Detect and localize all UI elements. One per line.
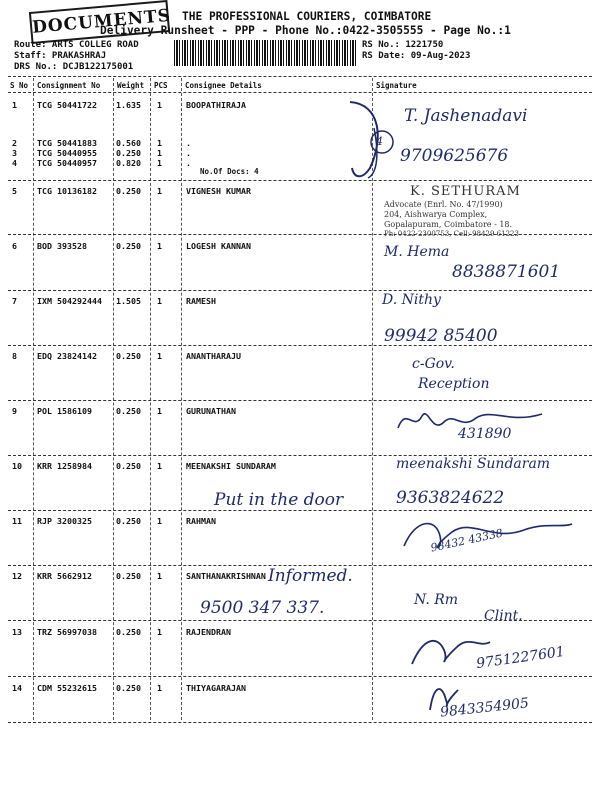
- no-of-docs: No.Of Docs: 4: [200, 167, 259, 176]
- col-signature: Signature: [376, 81, 417, 90]
- row-pcs: 1: [157, 571, 162, 581]
- row-weight: 0.250: [116, 571, 141, 581]
- row-consignee: RAMESH: [186, 296, 216, 306]
- row-divider: [8, 290, 592, 291]
- row-sno: 7: [12, 296, 17, 306]
- documents-stamp: DOCUMENTS: [29, 0, 170, 44]
- handwritten-note: Reception: [418, 376, 490, 392]
- row-consignment: EDQ 23824142: [37, 351, 97, 361]
- stamp-line: Gopalapuram, Coimbatore - 18.: [384, 220, 513, 229]
- row-weight: 0.820: [116, 158, 141, 168]
- row-consignment: IXM 504292444: [37, 296, 102, 306]
- row-pcs: 1: [157, 461, 162, 471]
- row-consignment: KRR 5662912: [37, 571, 92, 581]
- column-rule: [150, 78, 151, 720]
- runsheet-title: Delivery Runsheet - PPP - Phone No.:0422-3505555 - Page No.:1: [100, 24, 511, 37]
- col-weight: Weight: [117, 81, 145, 90]
- row-pcs: 1: [157, 627, 162, 637]
- row-pcs: 1: [157, 516, 162, 526]
- row-sno: 9: [12, 406, 17, 416]
- rs-date: RS Date: 09-Aug-2023: [362, 51, 471, 61]
- row-consignee: VIGNESH KUMAR: [186, 186, 251, 196]
- row-pcs: 1: [157, 186, 162, 196]
- handwritten-phone: 99942 85400: [384, 326, 498, 346]
- handwritten-phone: 9751227601: [475, 643, 566, 673]
- handwritten-name: T. Jashenadavi: [404, 106, 528, 126]
- row-divider: [8, 510, 592, 511]
- row-sno: 6: [12, 241, 17, 251]
- handwritten-phone: 9843354905: [439, 695, 530, 721]
- company-title: THE PROFESSIONAL COURIERS, COIMBATORE: [182, 10, 432, 23]
- row-sno: 13: [12, 627, 22, 637]
- row-weight: 0.250: [116, 516, 141, 526]
- handwritten-phone: 8838871601: [452, 262, 561, 282]
- row-weight: 0.250: [116, 351, 141, 361]
- col-sno: S No: [10, 81, 29, 90]
- row-pcs: 1: [157, 406, 162, 416]
- row-weight: 0.250: [116, 627, 141, 637]
- col-pcs: PCS: [154, 81, 168, 90]
- rs-number: RS No.: 1221750: [362, 40, 444, 50]
- column-rule: [33, 78, 34, 720]
- row-weight: 0.250: [116, 406, 141, 416]
- row-consignment: BOD 393528: [37, 241, 87, 251]
- row-pcs: 1: [157, 241, 162, 251]
- stamp-line: Ph: 0422-2300753, Cell: 98429 61223: [384, 230, 519, 238]
- row-consignment: KRR 1258984: [37, 461, 92, 471]
- row-pcs: 1: [157, 148, 162, 158]
- stamp-line: Advocate (Enrl. No. 47/1990): [384, 200, 503, 209]
- row-consignment: CDM 55232615: [37, 683, 97, 693]
- row-weight: 0.250: [116, 186, 141, 196]
- route-label: Route: ARTS COLLEG ROAD: [14, 40, 139, 50]
- col-consignment: Consignment No: [37, 81, 101, 90]
- row-divider: [8, 345, 592, 346]
- row-consignee: RAHMAN: [186, 516, 216, 526]
- row-weight: 1.505: [116, 296, 141, 306]
- handwritten-circled-number: 4: [376, 135, 383, 148]
- row-consignee: .: [186, 158, 191, 168]
- row-weight: 0.250: [116, 148, 141, 158]
- row-pcs: 1: [157, 351, 162, 361]
- row-consignment: TRZ 56997038: [37, 627, 97, 637]
- row-consignee: ANANTHARAJU: [186, 351, 241, 361]
- row-weight: 0.250: [116, 241, 141, 251]
- row-consignee: GURUNATHAN: [186, 406, 236, 416]
- handwritten-name: M. Hema: [384, 244, 450, 260]
- row-consignee: RAJENDRAN: [186, 627, 231, 637]
- stamp-line: 204, Aishwarya Complex,: [384, 210, 488, 219]
- col-consignee: Consignee Details: [185, 81, 262, 90]
- handwritten-phone: 431890: [458, 426, 512, 442]
- row-consignment: POL 1586109: [37, 406, 92, 416]
- row-consignment: RJP 3200325: [37, 516, 92, 526]
- staff-label: Staff: PRAKASHRAJ: [14, 51, 107, 61]
- column-rule: [113, 78, 114, 720]
- row-consignee: .: [186, 148, 191, 158]
- handwritten-note: Put in the door: [214, 490, 344, 510]
- barcode: [174, 40, 356, 66]
- handwritten-note: Informed.: [268, 566, 353, 586]
- row-pcs: 1: [157, 100, 162, 110]
- row-pcs: 1: [157, 138, 162, 148]
- row-consignee: THIYAGARAJAN: [186, 683, 246, 693]
- stamp-name: K. SETHURAM: [410, 184, 521, 199]
- header-divider-bottom: [8, 92, 592, 93]
- row-weight: 0.250: [116, 461, 141, 471]
- row-consignment: TCG 10136182: [37, 186, 97, 196]
- advocate-address-stamp: [378, 180, 576, 242]
- row-divider: [8, 400, 592, 401]
- row-divider: [8, 676, 592, 677]
- row-weight: 0.250: [116, 683, 141, 693]
- drs-label: DRS No.: DCJB122175001: [14, 62, 134, 72]
- row-weight: 1.635: [116, 100, 141, 110]
- row-pcs: 1: [157, 683, 162, 693]
- row-sno: 5: [12, 186, 17, 196]
- row-sno: 14: [12, 683, 22, 693]
- row-weight: 0.560: [116, 138, 141, 148]
- row-sno: 4: [12, 158, 17, 168]
- handwritten-phone: 9500 347 337.: [200, 598, 325, 618]
- row-sno: 2: [12, 138, 17, 148]
- column-rule: [181, 78, 182, 720]
- handwritten-phone: 98432 43338: [429, 526, 505, 555]
- row-consignment: TCG 50441722: [37, 100, 97, 110]
- row-consignee: LOGESH KANNAN: [186, 241, 251, 251]
- row-consignee: MEENAKSHI SUNDARAM: [186, 461, 276, 471]
- row-pcs: 1: [157, 158, 162, 168]
- row-pcs: 1: [157, 296, 162, 306]
- row-sno: 3: [12, 148, 17, 158]
- header-divider-top: [8, 76, 592, 77]
- row-consignment: TCG 50440955: [37, 148, 97, 158]
- handwritten-name: D. Nithy: [382, 292, 441, 308]
- row-consignment: TCG 50441883: [37, 138, 97, 148]
- row-sno: 12: [12, 571, 22, 581]
- row-consignment: TCG 50440957: [37, 158, 97, 168]
- row-consignee: .: [186, 138, 191, 148]
- handwritten-phone: 9709625676: [400, 146, 509, 166]
- handwritten-note: c-Gov.: [412, 356, 455, 372]
- row-divider: [8, 722, 592, 723]
- handwritten-name: meenakshi Sundaram: [396, 456, 551, 472]
- row-sno: 1: [12, 100, 17, 110]
- row-sno: 8: [12, 351, 17, 361]
- row-sno: 10: [12, 461, 22, 471]
- handwritten-signature-text: N. Rm: [414, 592, 459, 608]
- row-sno: 11: [12, 516, 22, 526]
- handwritten-note: Clint.: [484, 608, 523, 624]
- handwritten-phone: 9363824622: [396, 488, 505, 508]
- row-consignee: SANTHANAKRISHNAN: [186, 571, 266, 581]
- row-consignee: BOOPATHIRAJA: [186, 100, 246, 110]
